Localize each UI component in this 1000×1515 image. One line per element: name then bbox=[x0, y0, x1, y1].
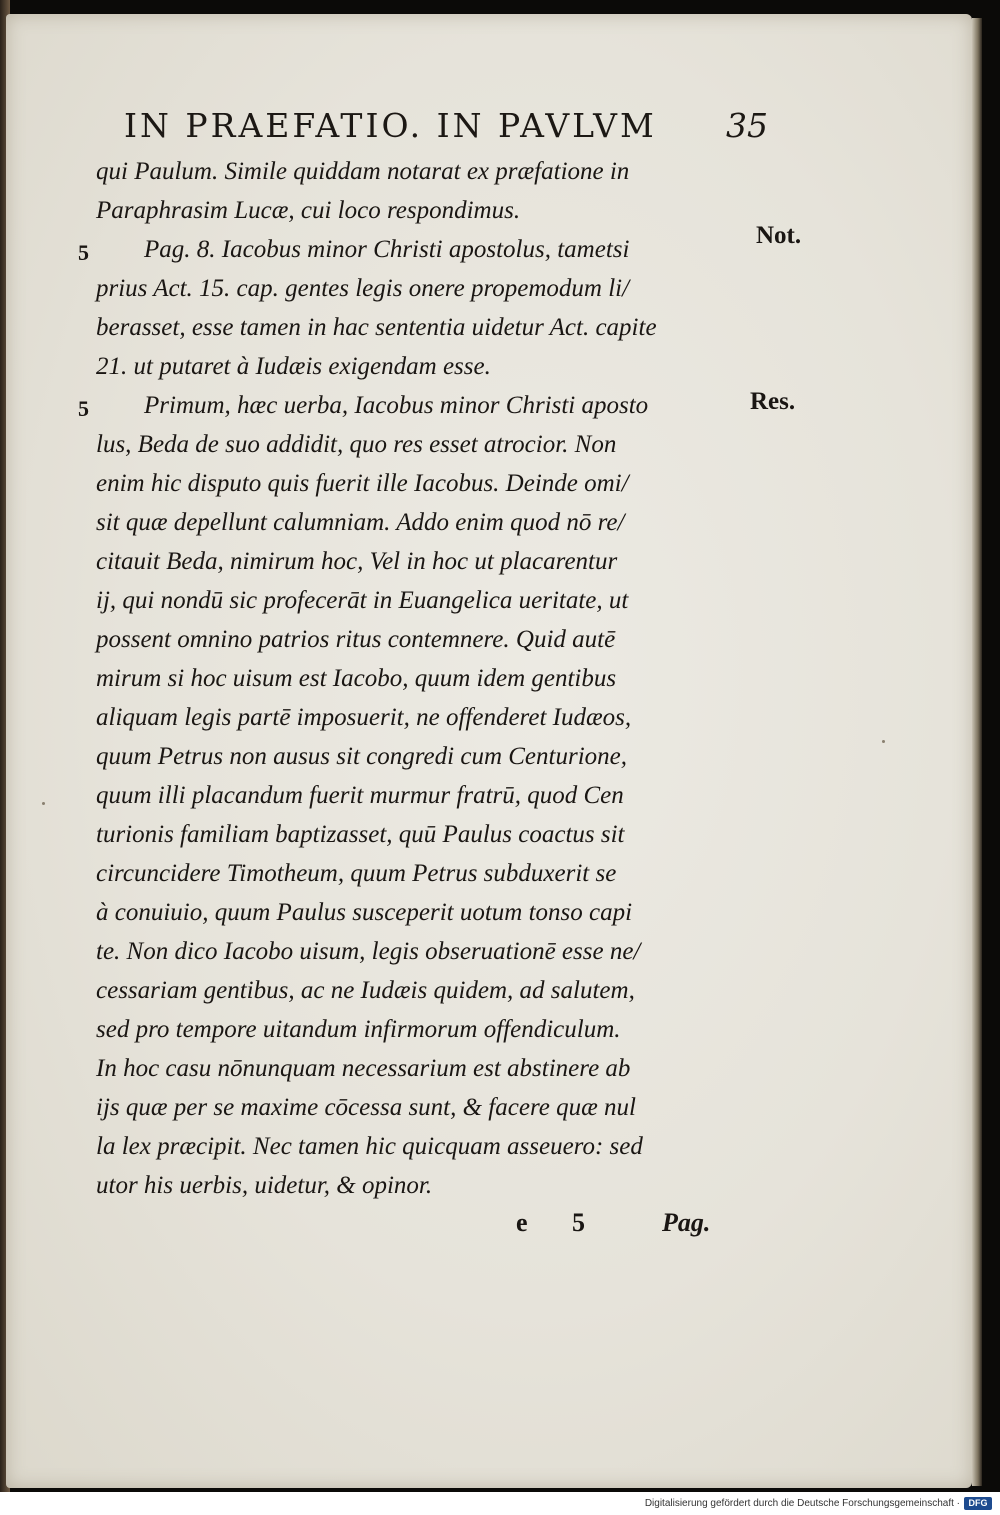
text-line: à conuiuio, quum Paulus susceperit uotum tonso capi bbox=[96, 899, 633, 926]
text-line: berasset, esse tamen in hac sententia uidetur Act. capite bbox=[96, 314, 657, 341]
text-line: sed pro tempore uitandum infirmorum offendiculum. bbox=[96, 1016, 621, 1043]
text-line: ij, qui nondū sic profecerāt in Euangelica ueritate, ut bbox=[96, 587, 629, 614]
funding-credit: Digitalisierung gefördert durch die Deutsche Forschungsgemeinschaft · bbox=[644, 1498, 960, 1509]
text-line: 21. ut putaret à Iudæis exigendam esse. bbox=[96, 353, 491, 380]
catchword: Pag. bbox=[662, 1208, 711, 1237]
text-line: la lex præcipit. Nec tamen hic quicquam asseuero: sed bbox=[96, 1133, 643, 1160]
text-line: In hoc casu nōnunquam necessarium est abstinere ab bbox=[96, 1055, 631, 1082]
text-line: possent omnino patrios ritus contemnere. Quid autē bbox=[96, 626, 616, 653]
text-line: enim hic disputo quis fuerit ille Iacobus. Deinde omi/ bbox=[96, 470, 629, 497]
dfg-logo[interactable]: DFG bbox=[964, 1497, 992, 1510]
signature-number: 5 bbox=[572, 1208, 585, 1237]
margin-note-nota: Not. bbox=[756, 222, 802, 249]
text-line: turionis familiam baptizasset, quū Paulus coactus sit bbox=[96, 821, 625, 848]
text-line: cessariam gentibus, ac ne Iudæis quidem, ad salutem, bbox=[96, 977, 635, 1004]
text-line: sit quæ depellunt calumniam. Addo enim quod nō re/ bbox=[96, 509, 625, 536]
line-mark: 5 bbox=[78, 396, 89, 421]
text-line: mirum si hoc uisum est Iacobo, quum idem gentibus bbox=[96, 665, 617, 692]
text-line: quum Petrus non ausus sit congredi cum Centurione, bbox=[96, 743, 627, 770]
page-number: 35 bbox=[726, 106, 768, 145]
text-line: qui Paulum. Simile quiddam notarat ex præfatione in bbox=[96, 158, 630, 185]
signature-mark: e bbox=[516, 1208, 528, 1237]
page-fore-edge bbox=[972, 18, 982, 1486]
text-line: Pag. 8. Iacobus minor Christi apostolus, tametsi bbox=[144, 236, 630, 263]
text-line: utor his uerbis, uidetur, & opinor. bbox=[96, 1172, 433, 1199]
text-line: quum illi placandum fuerit murmur fratrū, quod Cen bbox=[96, 782, 624, 809]
text-line: ijs quæ per se maxime cōcessa sunt, & facere quæ nul bbox=[96, 1094, 636, 1121]
text-line: circuncidere Timotheum, quum Petrus subduxerit se bbox=[96, 860, 617, 887]
text-line: prius Act. 15. cap. gentes legis onere propemodum li/ bbox=[96, 275, 630, 302]
text-line: Primum, hæc uerba, Iacobus minor Christi aposto bbox=[144, 392, 649, 419]
running-title: IN PRAEFATIO. IN PAVLVM bbox=[124, 106, 657, 145]
text-line: lus, Beda de suo addidit, quo res esset atrocior. Non bbox=[96, 431, 617, 458]
text-line: te. Non dico Iacobo uisum, legis obseruationē esse ne/ bbox=[96, 938, 641, 965]
text-line: Paraphrasim Lucæ, cui loco respondimus. bbox=[96, 197, 521, 224]
paper-speck bbox=[882, 740, 885, 743]
paper-speck bbox=[42, 802, 45, 805]
text-line: aliquam legis partē imposuerit, ne offenderet Iudæos, bbox=[96, 704, 632, 731]
body-text bbox=[96, 152, 776, 1205]
text-line: citauit Beda, nimirum hoc, Vel in hoc ut placarentur bbox=[96, 548, 618, 575]
margin-note-responsio: Res. bbox=[750, 388, 796, 415]
line-mark: 5 bbox=[78, 240, 89, 265]
running-header bbox=[124, 106, 774, 150]
